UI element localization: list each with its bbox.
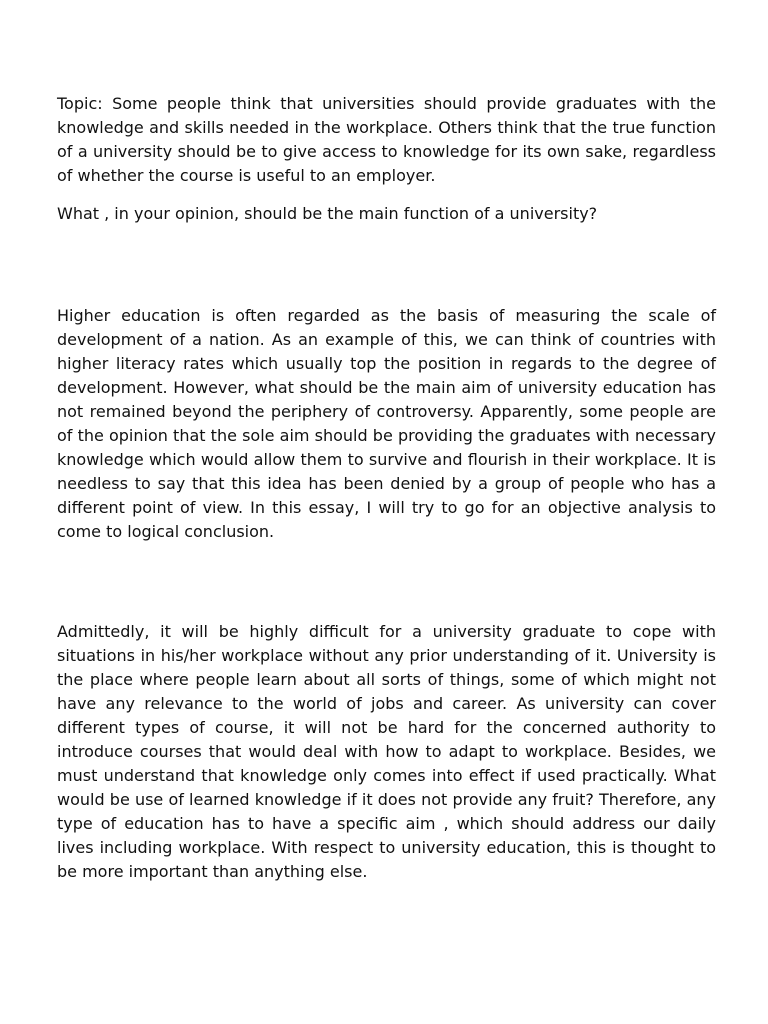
- essay-question: What , in your opinion, should be the main function of a university?: [57, 204, 598, 223]
- essay-topic: Topic: Some people think that universities should provide graduates with the knowledge and skills needed in the workplace. Others think that the true function of a university should be to give access to knowledge for its own sake, regardless of whether the course is useful to an employer.: [57, 94, 716, 185]
- essay-paragraph-2: Admittedly, it will be highly difficult for a university graduate to cope with situations in his/her workplace without any prior understanding of it. University is the place where people learn about all sorts of things, some of which might not have any relevance to the world of jobs and career. As university can cover different types of course, it will not be hard for the concerned authority to introduce courses that would deal with how to adapt to workplace. Besides, we must understand that knowledge only comes into effect if used practically. What would be use of learned knowledge if it does not provide any fruit? Therefore, any type of education has to have a specific aim , which should address our daily lives including workplace. With respect to university education, this is thought to be more important than anything else.: [57, 622, 716, 881]
- essay-paragraph-1: Higher education is often regarded as the basis of measuring the scale of development of a nation. As an example of this, we can think of countries with higher literacy rates which usually top the position in regards to the degree of development. However, what should be the main aim of university education has not remained beyond the periphery of controversy. Apparently, some people are of the opinion that the sole aim should be providing the graduates with necessary knowledge which would allow them to survive and flourish in their workplace. It is needless to say that this idea has been denied by a group of people who has a different point of view. In this essay, I will try to go for an objective analysis to come to logical conclusion.: [57, 306, 716, 541]
